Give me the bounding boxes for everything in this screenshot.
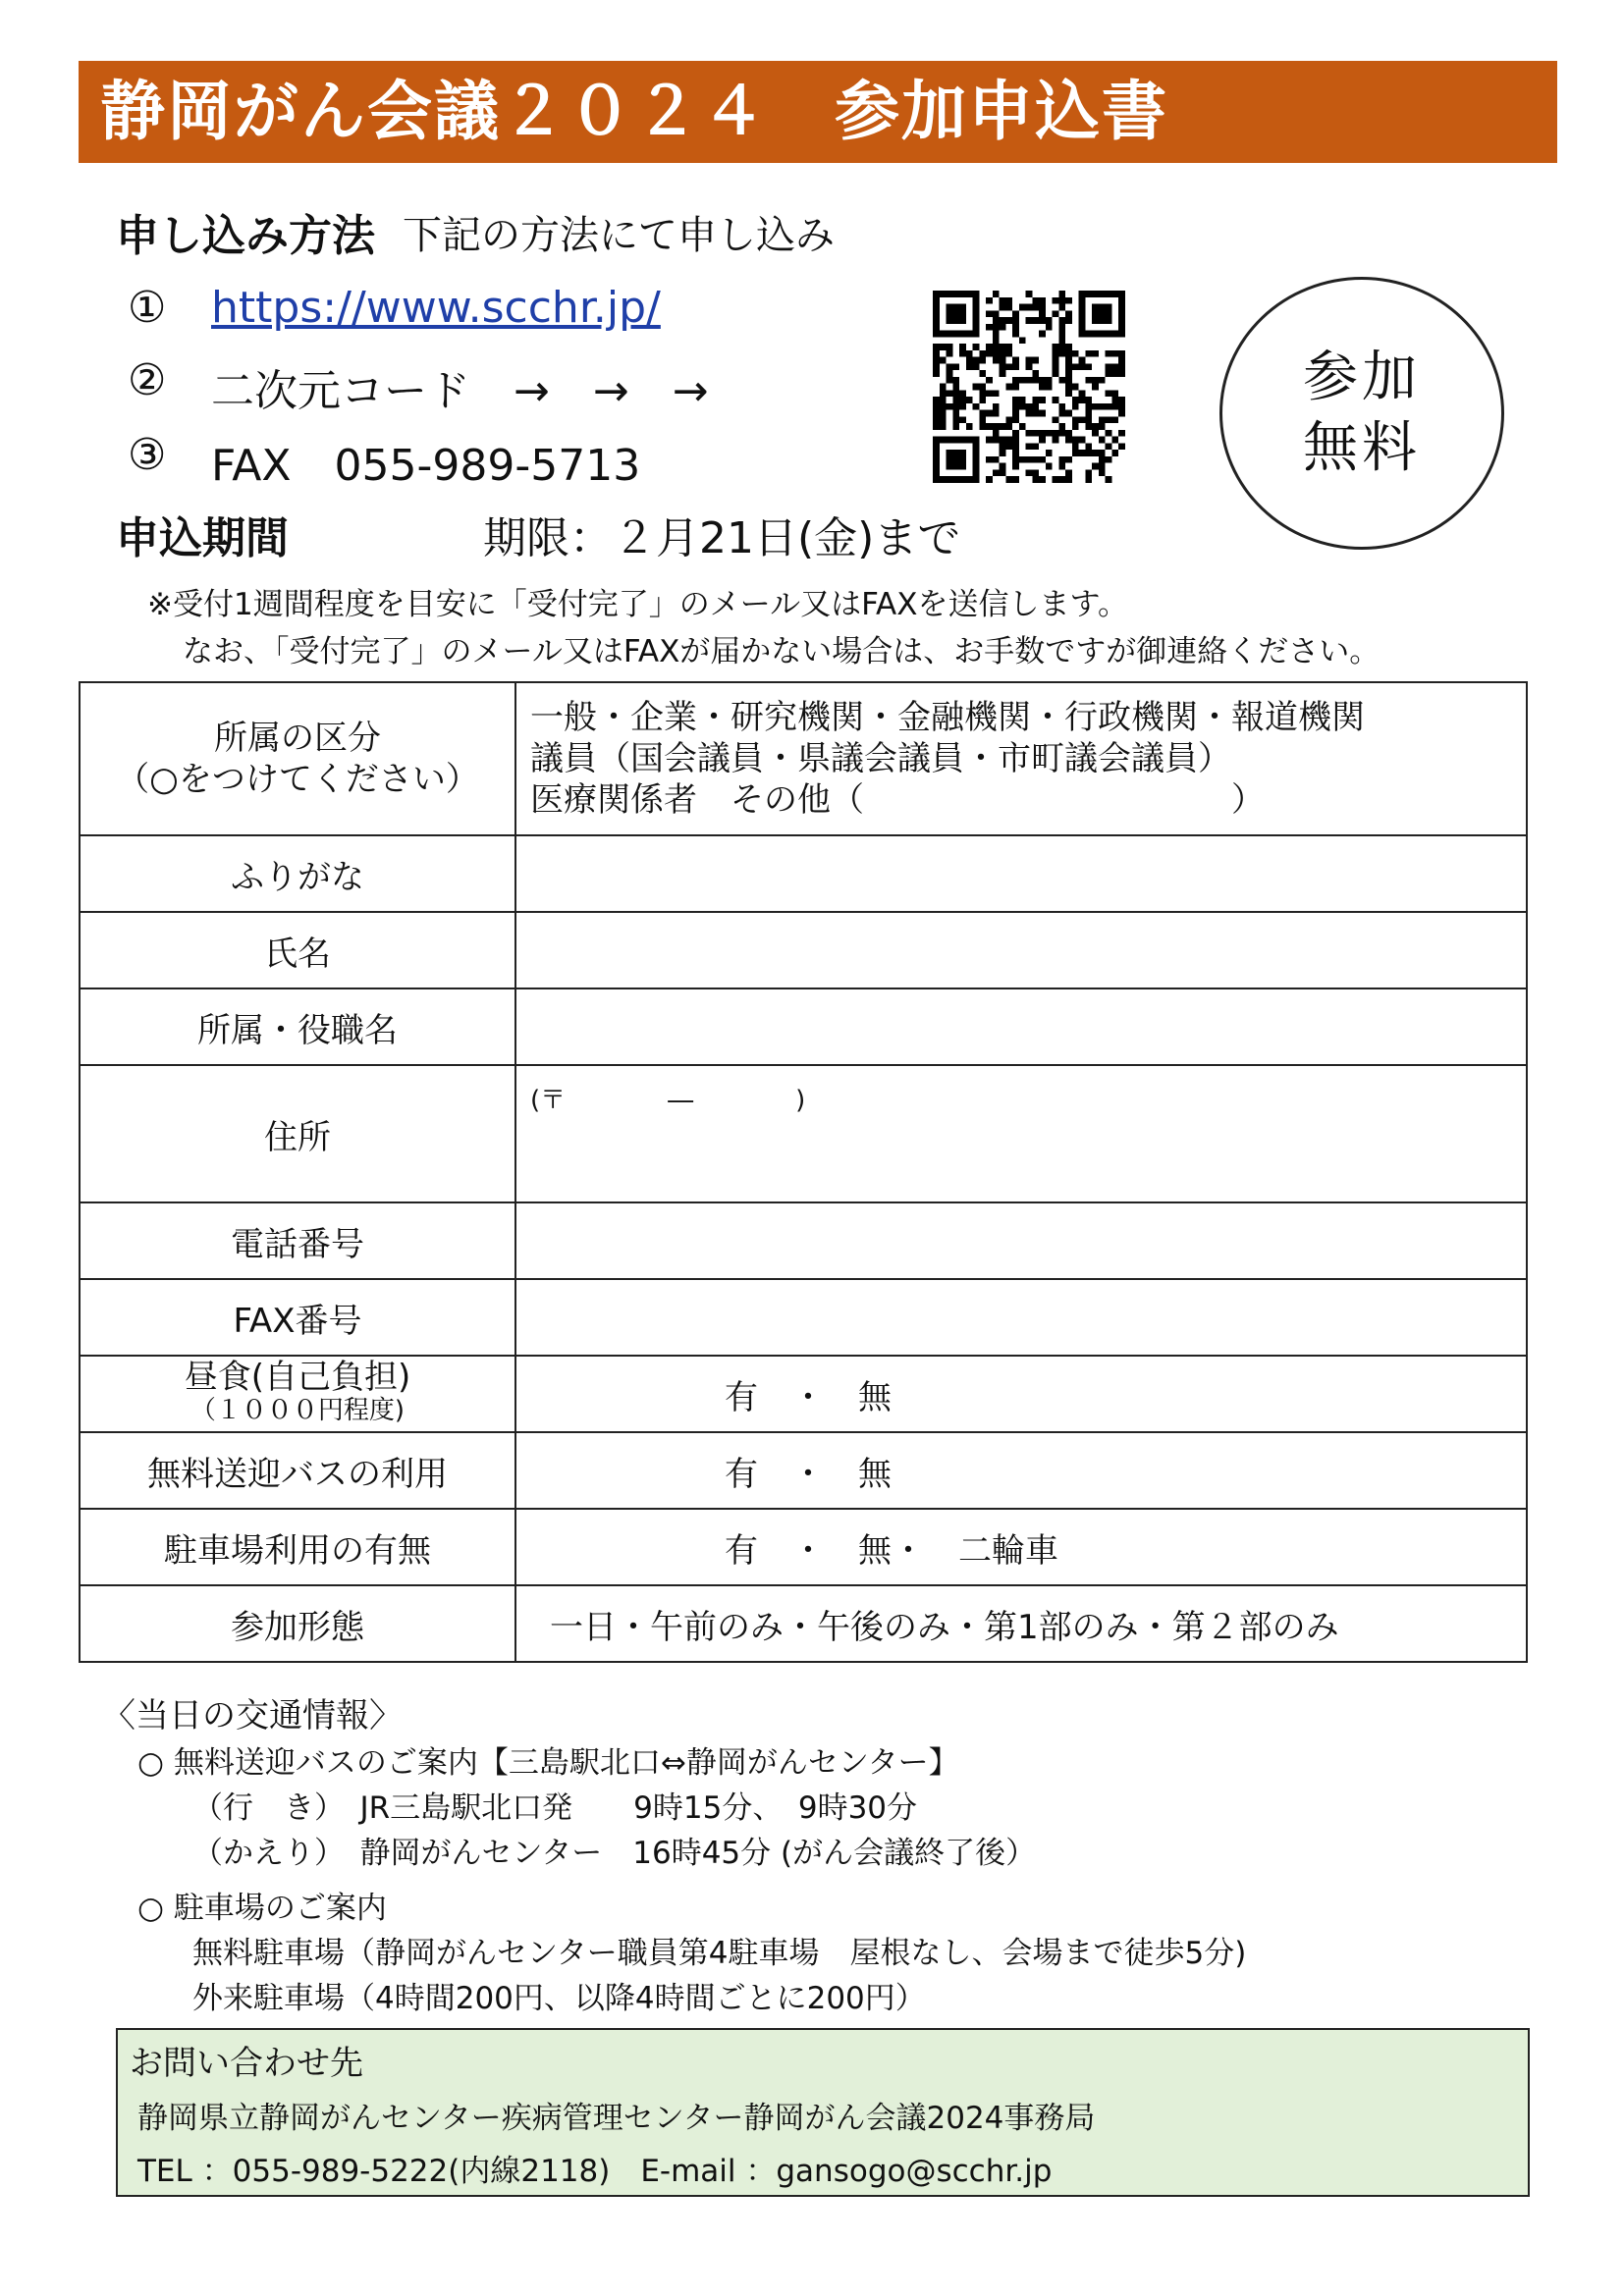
table-row [80,988,1527,1065]
period-heading: 申込期間 [116,513,289,563]
contact-organization: 静岡県立静岡がんセンター疾病管理センター静岡がん会議2024事務局 [137,2101,1096,2136]
table-row [80,1509,1527,1585]
badge-line-1: 参加 [1303,346,1421,409]
address-field[interactable] [515,1065,1527,1202]
method-item-3-text: FAX 055-989-5713 [211,441,641,491]
method-item-3-num: ③ [128,430,167,480]
affiliation-option-3[interactable]: 医療関係者 その他（ ） [530,780,1265,820]
lunch-label-line-2: （１０００円程度) [189,1396,406,1425]
parking-options[interactable]: 有 ・ 無・ 二輪車 [515,1509,1527,1585]
phone-label: 電話番号 [80,1202,515,1279]
lunch-options[interactable]: 有 ・ 無 [515,1356,1527,1432]
affiliation-label-line-2: （○をつけてください） [116,760,479,799]
period-note-2: なお、「受付完了」のメール又はFAXが届かない場合は、お手数ですが御連絡ください。 [183,634,1380,669]
contact-box [116,2028,1530,2197]
parking-info-outpatient: 外来駐車場（4時間200円、以降4時間ごとに200円） [192,1981,926,2016]
table-row [80,1432,1527,1509]
lunch-label [80,1356,515,1432]
qr-code-icon[interactable] [933,291,1125,483]
bus-info-return: （かえり） 静岡がんセンター 16時45分 (がん会議終了後） [192,1836,1037,1871]
bus-info-title: ○ 無料送迎バスのご案内【三島駅北口⇔静岡がんセンター】 [137,1745,959,1781]
parking-info-title: ○ 駐車場のご案内 [137,1891,387,1926]
contact-tel-email[interactable]: TEL ：055-989-5222(内線2118) E-mail ：gansogo@scchr.jp [137,2154,1053,2189]
table-row [80,1279,1527,1356]
method-heading: 申し込み方法 [116,211,375,261]
period-deadline: 期限：２月21日(金)まで [483,513,961,563]
page-title: 静岡がん会議２０２４ 参加申込書 [79,61,1557,163]
affiliation-option-1[interactable]: 一般・企業・研究機関・金融機関・行政機関・報道機関 [530,698,1365,737]
fax-label: FAX番号 [80,1279,515,1356]
affiliation-options[interactable] [515,682,1527,835]
method-item-1-num: ① [128,283,167,333]
free-participation-badge [1219,277,1504,550]
method-subheading: 下記の方法にて申し込み [403,213,835,258]
method-item-2-text: 二次元コード → → → [211,366,709,416]
table-row [80,1585,1527,1662]
postal-code-marker: (〒 ― ) [530,1086,806,1115]
furigana-field[interactable] [515,835,1527,912]
traffic-heading: 〈当日の交通情報〉 [102,1696,403,1735]
name-field[interactable] [515,912,1527,988]
affiliation-option-2[interactable]: 議員（国会議員・県議会議員・市町議会議員） [530,739,1231,778]
participation-label: 参加形態 [80,1585,515,1662]
website-link[interactable]: https://www.scchr.jp/ [211,283,661,333]
table-row [80,1356,1527,1432]
org-title-field[interactable] [515,988,1527,1065]
table-row [80,1202,1527,1279]
parking-info-free: 無料駐車場（静岡がんセンター職員第4駐車場 屋根なし、会場まで徒歩5分) [192,1936,1247,1971]
method-item-2-num: ② [128,355,167,405]
fax-field[interactable] [515,1279,1527,1356]
badge-line-2: 無料 [1303,416,1421,480]
furigana-label: ふりがな [80,835,515,912]
registration-form-table [79,681,1528,1663]
period-note-1: ※受付1週間程度を目安に「受付完了」のメール又はFAXを送信します。 [147,587,1129,622]
affiliation-label [80,682,515,835]
org-title-label: 所属・役職名 [80,988,515,1065]
bus-label: 無料送迎バスの利用 [80,1432,515,1509]
lunch-label-line-1: 昼食(自己負担) [184,1358,411,1397]
table-row [80,912,1527,988]
bus-info-outbound: （行 き） JR三島駅北口発 9時15分、 9時30分 [192,1790,918,1826]
phone-field[interactable] [515,1202,1527,1279]
participation-options[interactable]: 一日・午前のみ・午後のみ・第1部のみ・第２部のみ [515,1585,1527,1662]
bus-options[interactable]: 有 ・ 無 [515,1432,1527,1509]
affiliation-label-line-1: 所属の区分 [214,719,381,758]
contact-heading: お問い合わせ先 [130,2044,363,2083]
parking-label: 駐車場利用の有無 [80,1509,515,1585]
table-row [80,682,1527,835]
name-label: 氏名 [80,912,515,988]
table-row [80,835,1527,912]
address-label: 住所 [80,1065,515,1202]
table-row [80,1065,1527,1202]
